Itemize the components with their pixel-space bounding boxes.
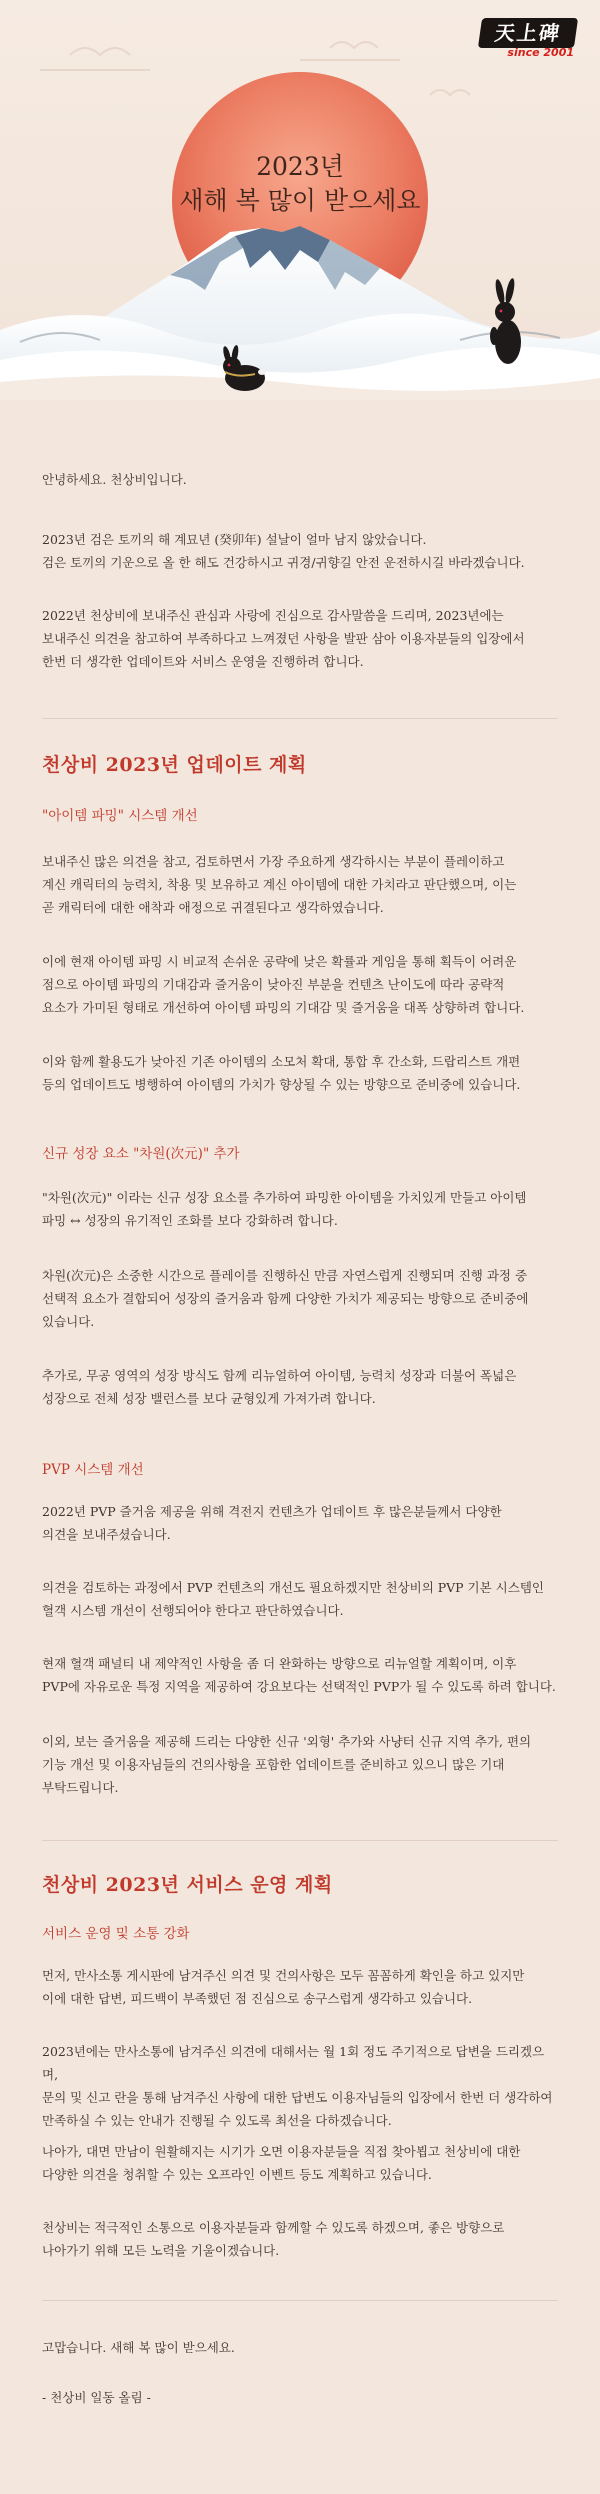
item-farming-p2: 이에 현재 아이템 파밍 시 비교적 손쉬운 공략에 낮은 확률과 게임을 통해 획득이 어려운 점으로 아이템 파밍의 기대감과 즐거움이 낮아진 부분을 컨텐츠 난이도에 따라 공략적 요소가 가미된 형태로 개선하여 아이템 파밍의 기대감 및 즐거움을 대폭 상향하려 합니다. [42,954,525,1015]
hero-year: 2023년 [256,152,344,181]
service-comm-p2: 2023년에는 만사소통에 남겨주신 의견에 대해서는 월 1회 정도 주기적으로 답변을 드리겠으며, 문의 및 신고 란을 통해 남겨주신 사항에 대한 답변도 이용자님들의 입장에서 한번 더 생각하여 만족하실 수 있는 안내가 진행될 수 있도록 최선을 다하겠습니다. [42,2044,553,2128]
service-comm-p3: 나아가, 대면 만남이 원활해지는 시기가 오면 이용자분들을 직접 찾아뵙고 천상비에 대한 다양한 의견을 청취할 수 있는 오프라인 이벤트 등도 계획하고 있습니다. [42,2144,521,2182]
dimension-p1: "차원(次元)" 이라는 신규 성장 요소를 추가하여 파밍한 아이템을 가치있게 만들고 아이템 파밍 ↔ 성장의 유기적인 조화를 보다 강화하려 합니다. [42,1190,527,1228]
section-divider-2 [42,1840,558,1841]
greeting-text: 안녕하세요. 천상비입니다. [42,472,187,487]
hero-title [150,150,450,218]
pvp-p2: 의견을 검토하는 과정에서 PVP 컨텐츠의 개선도 필요하겠지만 천상비의 PVP 기본 시스템인 혈객 시스템 개선이 선행되어야 한다고 판단하였습니다. [42,1580,544,1618]
dimension-p2: 차원(次元)은 소중한 시간으로 플레이를 진행하신 만큼 자연스럽게 진행되며 진행 과정 중 선택적 요소가 결합되어 성장의 즐거움과 함께 다양한 가치가 제공되는 방향으로 준비중에 있습니다. [42,1268,529,1329]
pvp-p1: 2022년 PVP 즐거움 제공을 위해 격전지 컨텐츠가 업데이트 후 많은분들께서 다양한 의견을 보내주셨습니다. [42,1504,502,1542]
service-plan-title: 천상비 2023년 서비스 운영 계획 [42,1874,333,1896]
logo-wordmark: 天上碑 [478,18,578,48]
dimension-p3: 추가로, 무공 영역의 성장 방식도 함께 리뉴얼하여 아이템, 능력치 성장과 더불어 폭넓은 성장으로 전체 성장 밸런스를 보다 균형있게 가져가려 합니다. [42,1368,517,1406]
game-logo[interactable] [480,18,576,64]
dimension-title: 신규 성장 요소 "차원(次元)" 추가 [42,1146,240,1162]
item-farming-title: "아이템 파밍" 시스템 개선 [42,808,198,824]
pvp-p4: 이외, 보는 즐거움을 제공해 드리는 다양한 신규 '외형' 추가와 사냥터 신규 지역 추가, 편의 기능 개선 및 이용자님들의 건의사항을 포함한 업데이트를 준비하고 있으니 많은 기대 부탁드립니다. [42,1734,532,1795]
intro-paragraph-1: 2023년 검은 토끼의 해 계묘년 (癸卯年) 설날이 얼마 남지 않았습니다. 검은 토끼의 기운으로 올 한 해도 건강하시고 귀경/귀향길 안전 운전하시길 바라겠습니다. [42,532,525,570]
section-divider-3 [42,2300,558,2301]
update-plan-title: 천상비 2023년 업데이트 계획 [42,754,307,776]
closing-signature: - 천상비 일동 올림 - [42,2390,151,2405]
pvp-p3: 현재 혈객 패널티 내 제약적인 사항을 좀 더 완화하는 방향으로 리뉴얼할 계획이며, 이후 PVP에 자유로운 특정 지역을 제공하여 강요보다는 선택적인 PVP가 될 수 있도록 하려 합니다. [42,1656,556,1694]
intro-paragraph-2: 2022년 천상비에 보내주신 관심과 사랑에 진심으로 감사말씀을 드리며, 2023년에는 보내주신 의견을 참고하여 부족하다고 느껴졌던 사항을 발판 삼아 이용자분들의 입장에서 한번 더 생각한 업데이트와 서비스 운영을 진행하려 합니다. [42,608,525,669]
section-divider [42,718,558,719]
service-comm-title: 서비스 운영 및 소통 강화 [42,1926,190,1942]
closing-thanks: 고맙습니다. 새해 복 많이 받으세요. [42,2340,235,2355]
service-comm-p4: 천상비는 적극적인 소통으로 이용자분들과 함께할 수 있도록 하겠으며, 좋은 방향으로 나아가기 위해 모든 노력을 기울이겠습니다. [42,2220,505,2258]
service-comm-p1: 먼저, 만사소통 게시판에 남겨주신 의견 및 건의사항은 모두 꼼꼼하게 확인을 하고 있지만 이에 대한 답변, 피드백이 부족했던 점 진심으로 송구스럽게 생각하고 있습니다. [42,1968,525,2006]
new-year-banner [0,0,600,400]
item-farming-p3: 이와 함께 활용도가 낮아진 기존 아이템의 소모처 확대, 통합 후 간소화, 드랍리스트 개편 등의 업데이트도 병행하여 아이템의 가치가 향상될 수 있는 방향으로 준비중에 있습니다. [42,1054,521,1092]
logo-since: since 2001 [507,46,574,59]
hero-greeting: 새해 복 많이 받으세요 [179,186,421,215]
pvp-title: PVP 시스템 개선 [42,1462,144,1478]
item-farming-p1: 보내주신 많은 의견을 참고, 검토하면서 가장 주요하게 생각하시는 부분이 플레이하고 계신 캐릭터의 능력치, 착용 및 보유하고 계신 아이템에 대한 가치라고 판단했으며, 이는 곧 캐릭터에 대한 애착과 애정으로 귀결된다고 생각하였습니다. [42,854,517,915]
